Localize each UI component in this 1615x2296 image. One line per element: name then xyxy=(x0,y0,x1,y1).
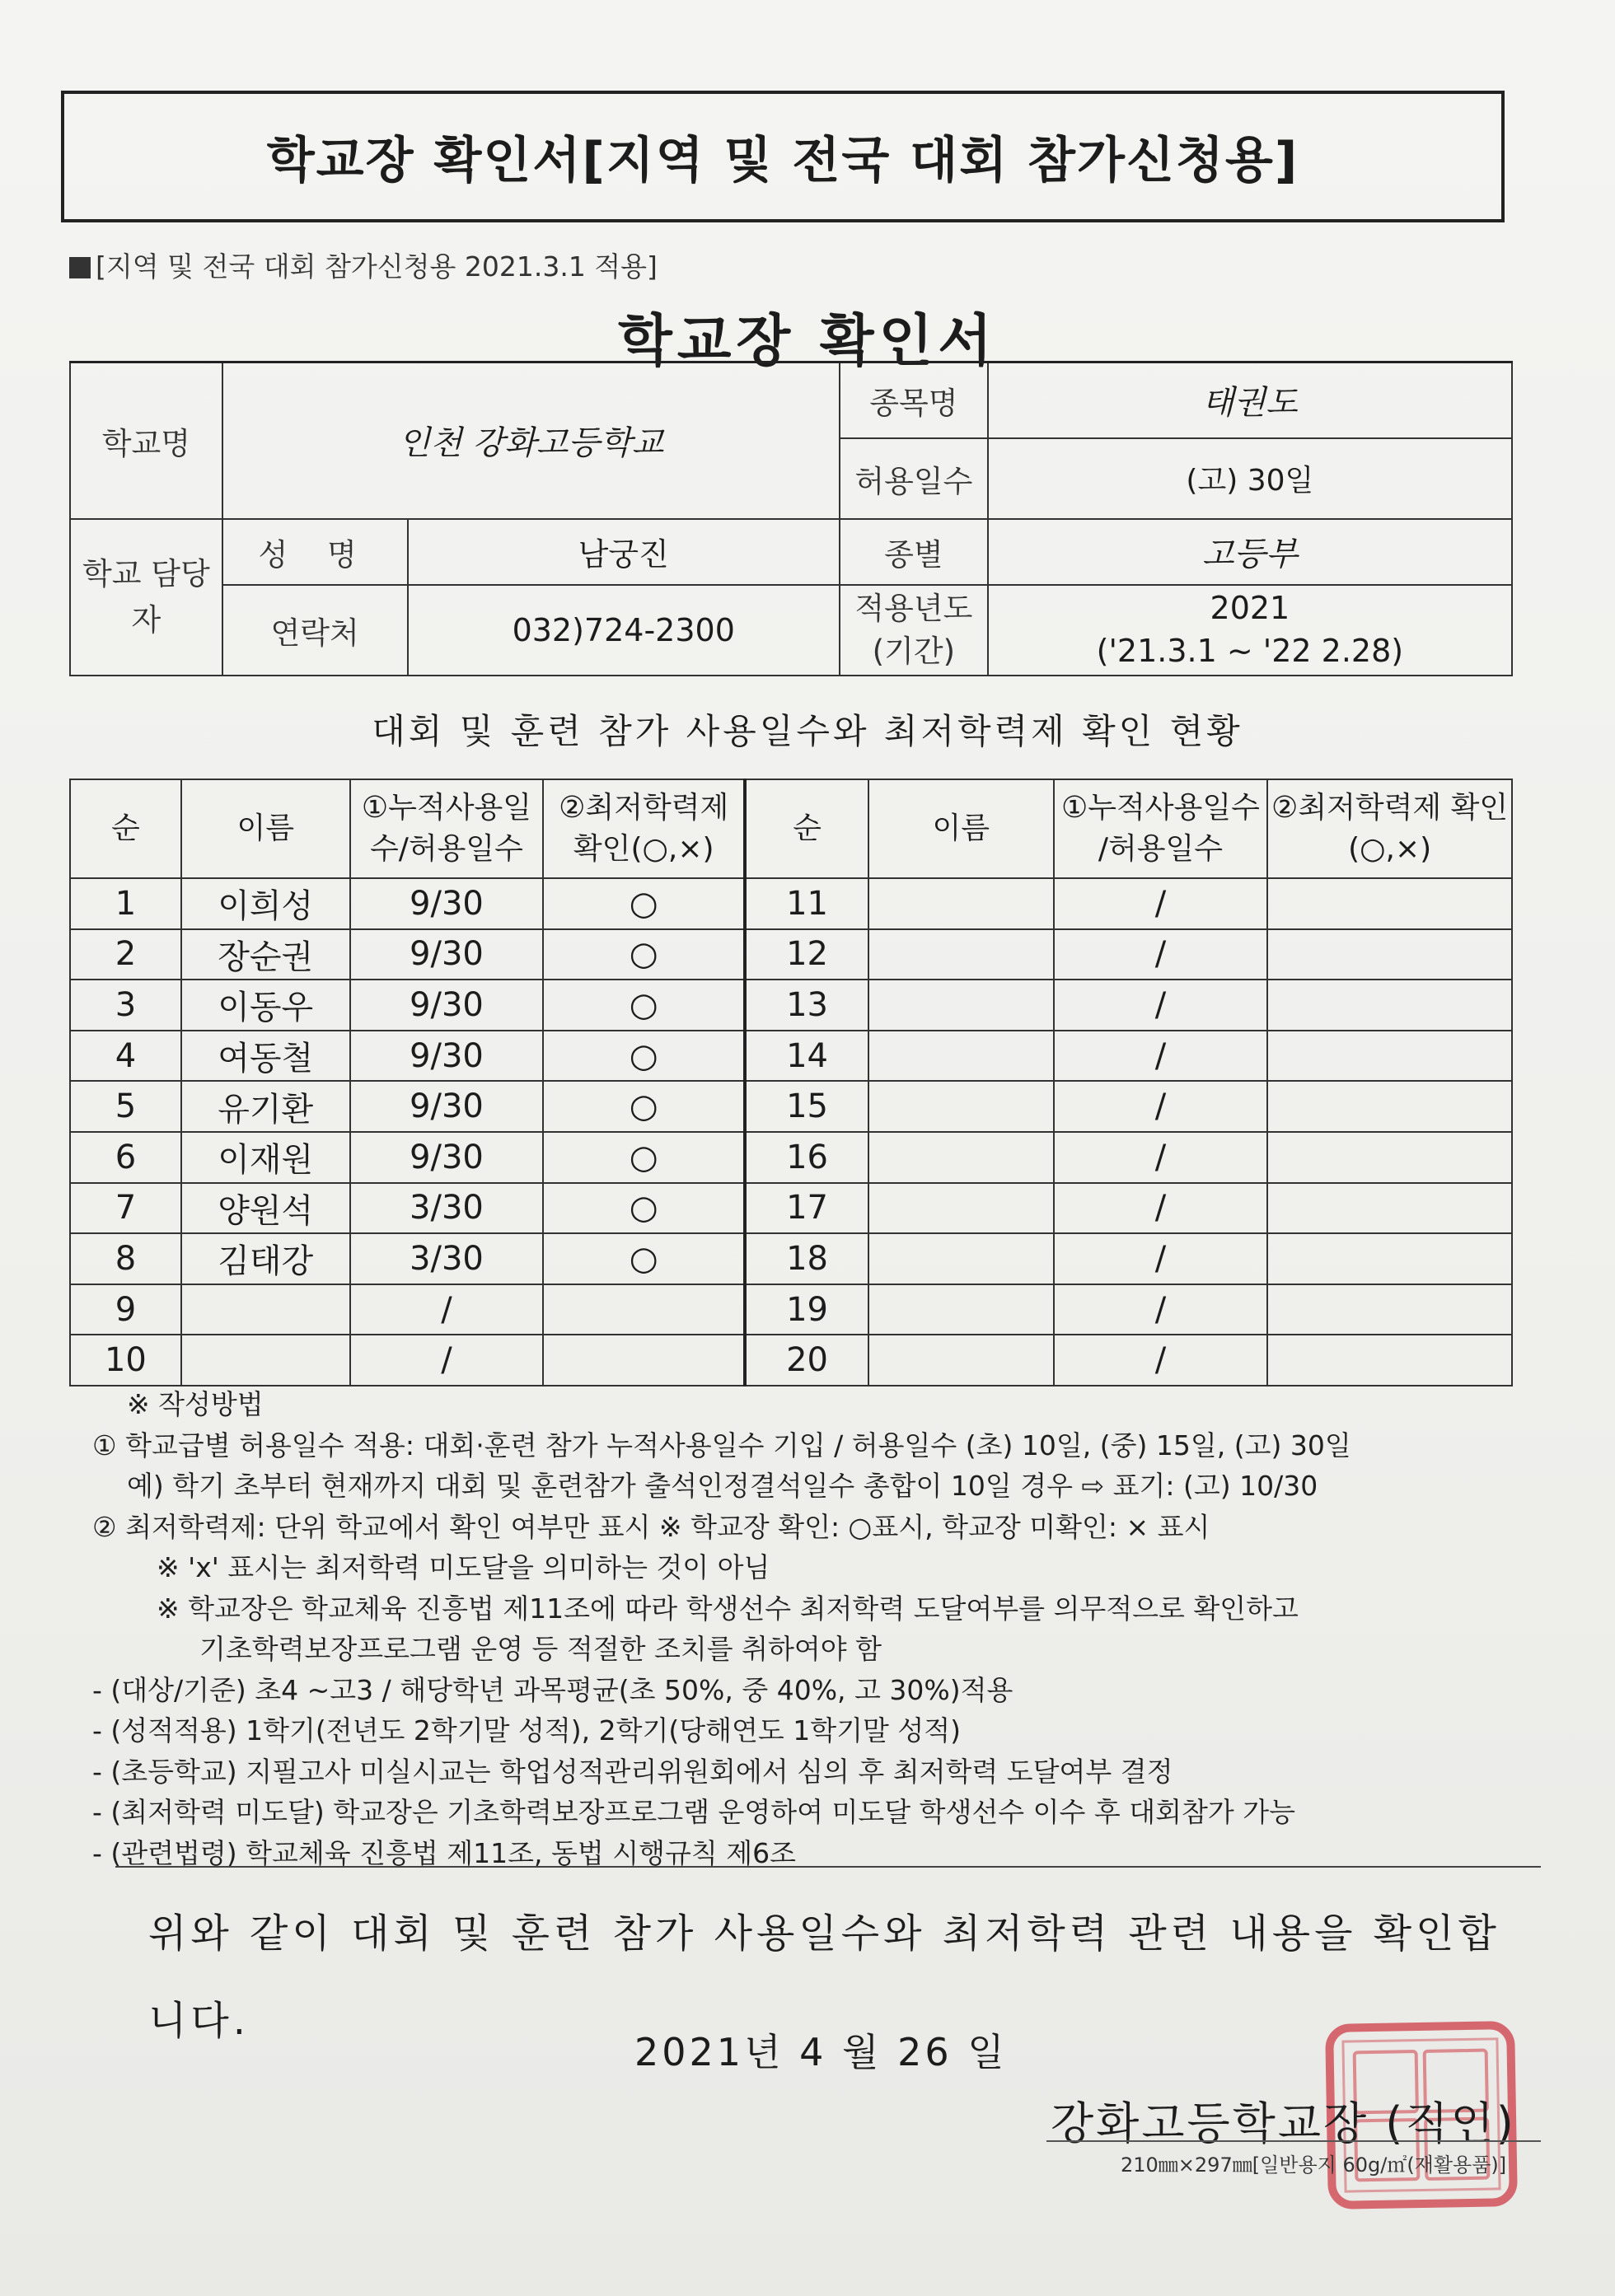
signature-underline xyxy=(1046,2140,1541,2142)
header-title-box xyxy=(61,91,1505,222)
row-check xyxy=(1267,1132,1512,1183)
principal-signature: 강화고등학교장 (직인) xyxy=(1051,2097,1516,2149)
row-days: / xyxy=(1054,980,1268,1031)
row-days: / xyxy=(1054,1081,1268,1132)
row-name xyxy=(868,1233,1054,1284)
section-title: 대회 및 훈련 참가 사용일수와 최저학력제 확인 현황 xyxy=(372,711,1243,751)
row-check xyxy=(1267,929,1512,980)
form-tag xyxy=(69,245,658,284)
document-title: 학교장 확인서 xyxy=(618,309,997,374)
row-no: 16 xyxy=(745,1132,868,1183)
note-dash-5: - (관련법령) 학교체육 진흥법 제11조, 동법 시행규칙 제6조 xyxy=(92,1836,796,1869)
header-title: 학교장 확인서[지역 및 전국 대회 참가신청용] xyxy=(266,132,1299,189)
col-days-left: ①누적사용일수/허용일수 xyxy=(350,779,544,878)
paper-spec: 210㎜×297㎜[일반용지 60g/㎡(재활용품)] xyxy=(1121,2153,1507,2177)
row-name: 이희성 xyxy=(181,878,350,929)
row-name: 김태강 xyxy=(181,1233,350,1284)
row-name xyxy=(868,1031,1054,1082)
col-name-left: 이름 xyxy=(181,779,350,878)
row-check: ○ xyxy=(543,878,745,929)
row-name: 장순권 xyxy=(181,929,350,980)
table-row xyxy=(70,1031,1512,1082)
note-dash-4: - (최저학력 미도달) 학교장은 기초학력보장프로그램 운영하여 미도달 학생선수 이수 후 대회참가 가능 xyxy=(92,1796,1296,1828)
row-no: 12 xyxy=(745,929,868,980)
row-check xyxy=(543,1284,745,1335)
issue-date: 2021년 4 월 26 일 xyxy=(634,2030,1008,2074)
table-row xyxy=(70,1132,1512,1183)
col-no-right: 순 xyxy=(745,779,868,878)
row-days: / xyxy=(1054,878,1268,929)
year-value: 2021 xyxy=(1210,590,1290,627)
event-label: 종목명 xyxy=(840,362,988,438)
row-name: 이재원 xyxy=(181,1132,350,1183)
row-name xyxy=(868,929,1054,980)
row-name xyxy=(868,1183,1054,1234)
row-check: ○ xyxy=(543,1031,745,1082)
row-name xyxy=(868,1081,1054,1132)
name-label: 성 명 xyxy=(222,519,408,585)
row-check xyxy=(1267,980,1512,1031)
note-1: ① 학교급별 허용일수 적용: 대회·훈련 참가 누적사용일수 기입 / 허용일수 (초) 10일, (중) 15일, (고) 30일 xyxy=(92,1429,1351,1461)
row-no: 9 xyxy=(70,1284,181,1335)
school-label: 학교명 xyxy=(70,362,222,519)
note-2-b: ※ 학교장은 학교체육 진흥법 제11조에 따라 학생선수 최저학력 도달여부를 의무적으로 확인하고 xyxy=(157,1592,1299,1625)
row-name xyxy=(868,980,1054,1031)
row-no: 10 xyxy=(70,1335,181,1386)
row-days: 3/30 xyxy=(350,1233,544,1284)
table-row xyxy=(70,980,1512,1031)
note-dash-2: - (성적적용) 1학기(전년도 2학기말 성적), 2학기(당해연도 1학기말 성적) xyxy=(92,1714,962,1747)
event-value: 태권도 xyxy=(988,362,1512,438)
row-no: 20 xyxy=(745,1335,868,1386)
note-2-b-cont: 기초학력보장프로그램 운영 등 적절한 조치를 취하여야 함 xyxy=(199,1633,882,1665)
row-days: 9/30 xyxy=(350,1132,544,1183)
row-days: / xyxy=(1054,1284,1268,1335)
note-dash-3: - (초등학교) 지필고사 미실시교는 학업성적관리위원회에서 심의 후 최저학력 도달여부 결정 xyxy=(92,1755,1173,1788)
note-2: ② 최저학력제: 단위 학교에서 확인 여부만 표시 ※ 학교장 확인: ○표시, 학교장 미확인: × 표시 xyxy=(92,1510,1210,1543)
table-row xyxy=(70,1081,1512,1132)
row-name: 여동철 xyxy=(181,1031,350,1082)
period-value: ('21.3.1 ~ '22 2.28) xyxy=(1096,632,1404,669)
row-days: / xyxy=(1054,1233,1268,1284)
col-name-right: 이름 xyxy=(868,779,1054,878)
row-no: 1 xyxy=(70,878,181,929)
row-days: / xyxy=(1054,1132,1268,1183)
table-row xyxy=(70,929,1512,980)
row-no: 7 xyxy=(70,1183,181,1234)
row-no: 18 xyxy=(745,1233,868,1284)
row-days: 9/30 xyxy=(350,1031,544,1082)
row-check: ○ xyxy=(543,1132,745,1183)
table-row xyxy=(70,1233,1512,1284)
row-no: 3 xyxy=(70,980,181,1031)
contact-value: 032)724-2300 xyxy=(408,585,840,676)
division-label: 종별 xyxy=(840,519,988,585)
row-name: 유기환 xyxy=(181,1081,350,1132)
division-value: 고등부 xyxy=(988,519,1512,585)
row-days: / xyxy=(1054,929,1268,980)
row-check xyxy=(1267,1031,1512,1082)
row-check xyxy=(1267,1335,1512,1386)
col-no-left: 순 xyxy=(70,779,181,878)
info-table xyxy=(69,361,1513,676)
row-no: 19 xyxy=(745,1284,868,1335)
year-cell xyxy=(988,585,1512,676)
row-no: 11 xyxy=(745,878,868,929)
row-check: ○ xyxy=(543,1183,745,1234)
row-check xyxy=(1267,1081,1512,1132)
row-check xyxy=(1267,1284,1512,1335)
row-no: 8 xyxy=(70,1233,181,1284)
row-check xyxy=(1267,878,1512,929)
row-no: 4 xyxy=(70,1031,181,1082)
row-no: 5 xyxy=(70,1081,181,1132)
row-no: 15 xyxy=(745,1081,868,1132)
row-days: 3/30 xyxy=(350,1183,544,1234)
roster-header-row xyxy=(70,779,1512,878)
col-days-right: ①누적사용일수 /허용일수 xyxy=(1054,779,1268,878)
note-dash-1: - (대상/기준) 초4 ~고3 / 해당학년 과목평균(초 50%, 중 40%, 고 30%)적용 xyxy=(92,1673,1013,1706)
row-check: ○ xyxy=(543,980,745,1031)
school-value: 인천 강화고등학교 xyxy=(222,362,840,519)
row-no: 2 xyxy=(70,929,181,980)
row-days: / xyxy=(1054,1335,1268,1386)
col-academic-right: ②최저학력제 확인(○,×) xyxy=(1267,779,1512,878)
confirmation-statement: 위와 같이 대회 및 훈련 참가 사용일수와 최저학력 관련 내용을 확인합니다. xyxy=(148,1910,1500,2044)
row-days: 9/30 xyxy=(350,1081,544,1132)
writing-instructions xyxy=(92,1384,1526,1873)
footer-divider xyxy=(115,1866,1541,1868)
row-name xyxy=(868,1335,1054,1386)
row-days: 9/30 xyxy=(350,980,544,1031)
row-check: ○ xyxy=(543,1081,745,1132)
manager-label: 학교 담당자 xyxy=(70,519,222,676)
row-no: 13 xyxy=(745,980,868,1031)
allowed-days-label: 허용일수 xyxy=(840,438,988,519)
note-1-example: 예) 학기 초부터 현재까지 대회 및 훈련참가 출석인정결석일수 총합이 10일 경우 ⇨ 표기: (고) 10/30 xyxy=(127,1470,1318,1502)
row-no: 6 xyxy=(70,1132,181,1183)
row-check xyxy=(543,1335,745,1386)
row-check: ○ xyxy=(543,929,745,980)
allowed-days-value: (고) 30일 xyxy=(988,438,1512,519)
table-row xyxy=(70,1183,1512,1234)
row-name: 이동우 xyxy=(181,980,350,1031)
square-bullet-icon xyxy=(69,257,91,278)
note-2-a: ※ 'x' 표시는 최저학력 미도달을 의미하는 것이 아님 xyxy=(157,1551,770,1583)
row-name xyxy=(868,1284,1054,1335)
contact-label: 연락처 xyxy=(222,585,408,676)
roster-table xyxy=(69,779,1513,1386)
row-days: / xyxy=(350,1284,544,1335)
row-name xyxy=(181,1335,350,1386)
row-check xyxy=(1267,1233,1512,1284)
row-name: 양원석 xyxy=(181,1183,350,1234)
row-days: / xyxy=(350,1335,544,1386)
form-tag-text: [지역 및 전국 대회 참가신청용 2021.3.1 적용] xyxy=(96,250,658,283)
row-no: 17 xyxy=(745,1183,868,1234)
row-check xyxy=(1267,1183,1512,1234)
row-days: / xyxy=(1054,1031,1268,1082)
notes-heading: ※ 작성방법 xyxy=(127,1388,264,1420)
name-value: 남궁진 xyxy=(408,519,840,585)
row-no: 14 xyxy=(745,1031,868,1082)
row-days: 9/30 xyxy=(350,878,544,929)
row-name xyxy=(181,1284,350,1335)
col-academic-left: ②최저학력제 확인(○,×) xyxy=(543,779,745,878)
row-days: 9/30 xyxy=(350,929,544,980)
row-name xyxy=(868,1132,1054,1183)
table-row xyxy=(70,1284,1512,1335)
row-name xyxy=(868,878,1054,929)
row-check: ○ xyxy=(543,1233,745,1284)
year-label: 적용년도 (기간) xyxy=(840,585,988,676)
table-row xyxy=(70,1335,1512,1386)
row-days: / xyxy=(1054,1183,1268,1234)
table-row xyxy=(70,878,1512,929)
